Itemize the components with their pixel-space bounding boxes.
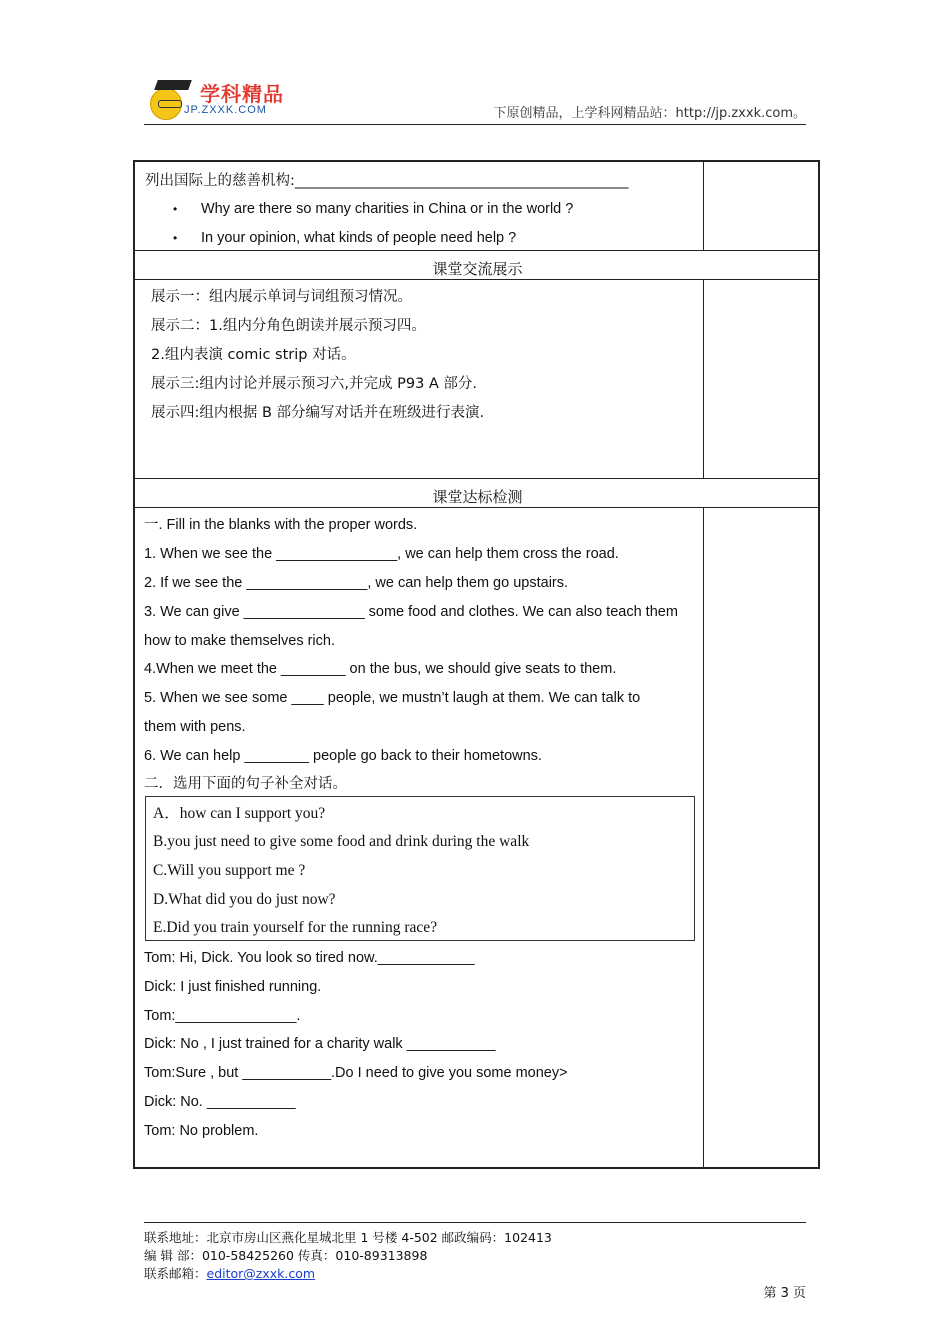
glasses-icon (158, 100, 182, 108)
fill-blank-line: them with pens. (144, 719, 246, 735)
charity-list-prompt: 列出国际上的慈善机构:______________________________________________ (145, 173, 629, 189)
footer-divider (144, 1222, 806, 1223)
footer-email-label: 联系邮箱： (144, 1266, 207, 1281)
row-divider (135, 507, 818, 508)
footer-address: 联系地址：北京市房山区燕化星城北里 1 号楼 4-502 邮政编码：102413 (144, 1230, 552, 1245)
section-title-test: 课堂达标检测 (432, 488, 523, 506)
page-number: 第 3 页 (763, 1286, 806, 1301)
question-1: Why are there so many charities in China or in the world ? (201, 201, 574, 217)
lesson-table (133, 160, 820, 1169)
part1-title: 一. Fill in the blanks with the proper words. (144, 517, 418, 533)
page-header (144, 78, 806, 125)
bullet-icon: • (173, 231, 178, 245)
fill-blank-line: 1. When we see the _______________, we can help them cross the road. (144, 546, 619, 562)
presentation-line: 展示三:组内讨论并展示预习六,并完成 P93 A 部分. (151, 376, 478, 392)
presentation-line: 2.组内表演 comic strip 对话。 (151, 347, 356, 363)
presentation-line: 展示二：1.组内分角色朗读并展示预习四。 (151, 318, 426, 334)
logo (144, 78, 284, 120)
option-item: C.Will you support me ? (153, 862, 306, 879)
option-item: B.you just need to give some food and drink during the walk (153, 833, 530, 850)
header-slogan: 下原创精品，上学科网精品站：http://jp.zxxk.com。 (493, 106, 806, 121)
option-item: D.What did you do just now? (153, 891, 336, 908)
option-item: E.Did you train yourself for the running race? (153, 919, 438, 936)
dialogue-line: Dick: I just finished running. (144, 979, 322, 995)
fill-blank-line: 6. We can help ________ people go back to their hometowns. (144, 748, 542, 764)
footer-email-link[interactable]: editor@zxxk.com (206, 1266, 316, 1281)
graduation-cap-icon (154, 80, 192, 90)
dialogue-line: Tom: Hi, Dick. You look so tired now.____________ (144, 950, 475, 966)
presentation-line: 展示四:组内根据 B 部分编写对话并在班级进行表演. (151, 405, 485, 421)
column-divider (703, 162, 704, 250)
column-divider (703, 279, 704, 478)
dialogue-line: Tom:Sure , but ___________.Do I need to give you some money> (144, 1065, 568, 1081)
column-divider (703, 507, 704, 1169)
section-title-presentation: 课堂交流展示 (432, 260, 523, 278)
fill-blank-line: 2. If we see the _______________, we can help them go upstairs. (144, 575, 569, 591)
fill-blank-line: 3. We can give _______________ some food and clothes. We can also teach them (144, 604, 678, 620)
footer-email-row (144, 1264, 315, 1282)
footer-phones: 编 辑 部：010-58425260 传真：010-89313898 (144, 1248, 428, 1263)
option-item: A．how can I support you? (153, 805, 326, 822)
dialogue-line: Tom:_______________. (144, 1008, 301, 1024)
logo-brand: 学科精品 (200, 82, 284, 106)
presentation-line: 展示一：组内展示单词与词组预习情况。 (151, 289, 412, 305)
row-divider (135, 478, 818, 479)
fill-blank-line: 5. When we see some ____ people, we mustn’t laugh at them. We can talk to (144, 690, 641, 706)
fill-blank-line: 4.When we meet the ________ on the bus, we should give seats to them. (144, 661, 617, 677)
dialogue-line: Tom: No problem. (144, 1123, 259, 1139)
logo-site: JP.ZXXK.COM (184, 104, 267, 116)
question-2: In your opinion, what kinds of people need help ? (201, 230, 517, 246)
fill-blank-line: how to make themselves rich. (144, 633, 335, 649)
dialogue-line: Dick: No. ___________ (144, 1094, 296, 1110)
part2-title: 二．选用下面的句子补全对话。 (144, 776, 347, 792)
row-divider (135, 279, 818, 280)
row-divider (135, 250, 818, 251)
bullet-icon: • (173, 202, 178, 216)
dialogue-line: Dick: No , I just trained for a charity walk ___________ (144, 1036, 496, 1052)
